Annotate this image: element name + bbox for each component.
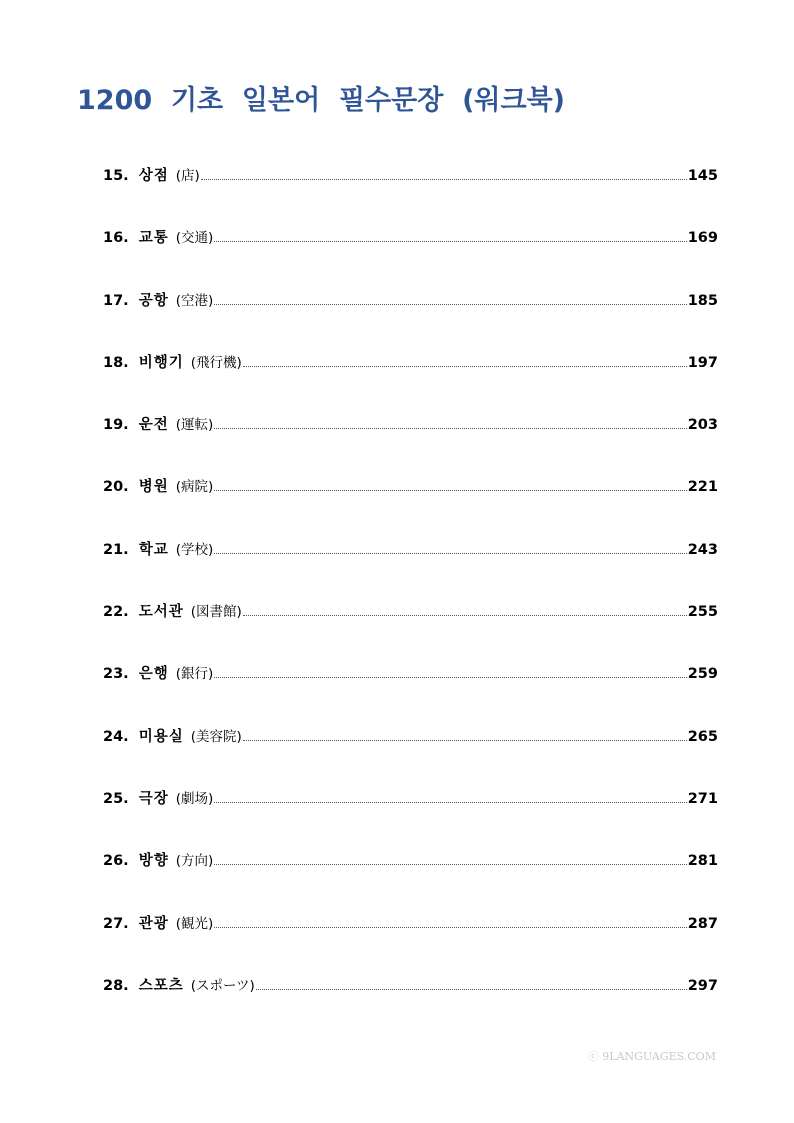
dot-leader <box>243 366 687 367</box>
toc-entry[interactable] <box>103 283 718 345</box>
toc-entry[interactable] <box>103 906 718 968</box>
toc-entry[interactable] <box>103 719 718 781</box>
toc-entry-korean: 미용실 <box>138 728 184 745</box>
dot-leader <box>214 490 686 491</box>
toc-entry-japanese: (劇场) <box>175 790 214 807</box>
toc-entry-japanese: (交通) <box>175 230 214 247</box>
toc-entry-japanese: (観光) <box>175 915 214 932</box>
page-title: 1200 기초 일본어 필수문장 (워크북) <box>77 85 566 116</box>
toc-entry-korean: 관광 <box>138 915 169 932</box>
toc-entry-korean: 공항 <box>138 292 169 309</box>
dot-leader <box>214 864 686 865</box>
toc-entry-japanese: (店) <box>175 168 200 184</box>
toc-entry-page: 197 <box>687 354 718 371</box>
toc-entry-number: 17. <box>103 292 129 309</box>
toc-entry-number: 25. <box>103 790 129 807</box>
toc-entry[interactable] <box>103 345 718 407</box>
toc-entry-page: 221 <box>687 479 718 496</box>
table-of-contents <box>103 158 718 1030</box>
dot-leader <box>214 927 686 928</box>
toc-entry[interactable] <box>103 968 718 1030</box>
toc-entry-korean: 극장 <box>138 790 169 807</box>
toc-entry-number: 22. <box>103 604 129 621</box>
dot-leader <box>214 428 686 429</box>
toc-entry-korean: 운전 <box>138 417 169 434</box>
dot-leader <box>243 740 687 741</box>
toc-entry-korean: 상점 <box>138 168 169 184</box>
toc-entry-korean: 방향 <box>138 853 169 870</box>
toc-entry[interactable] <box>103 594 718 656</box>
toc-entry-korean: 교통 <box>138 230 169 247</box>
toc-entry-page: 297 <box>687 977 718 994</box>
dot-leader <box>214 241 686 242</box>
toc-entry-number: 27. <box>103 915 129 932</box>
toc-entry-number: 26. <box>103 853 129 870</box>
toc-entry-japanese: (運転) <box>175 417 214 434</box>
toc-entry-japanese: (病院) <box>175 479 214 496</box>
toc-entry-number: 24. <box>103 728 129 745</box>
toc-entry[interactable] <box>103 781 718 843</box>
toc-entry-japanese: (飛行機) <box>190 354 242 371</box>
toc-entry-number: 28. <box>103 977 129 994</box>
dot-leader <box>256 989 687 990</box>
toc-entry[interactable] <box>103 220 718 282</box>
toc-entry-japanese: (方向) <box>175 853 214 870</box>
toc-entry-japanese: (美容院) <box>190 728 242 745</box>
toc-entry-number: 21. <box>103 541 129 558</box>
dot-leader <box>214 802 686 803</box>
toc-entry-korean: 비행기 <box>138 354 184 371</box>
toc-entry-number: 16. <box>103 230 129 247</box>
toc-entry-japanese: (スポーツ) <box>190 977 255 994</box>
toc-entry-page: 271 <box>687 790 718 807</box>
toc-entry[interactable] <box>103 158 718 220</box>
toc-entry-number: 18. <box>103 354 129 371</box>
toc-entry-page: 255 <box>687 604 718 621</box>
toc-entry-page: 203 <box>687 417 718 434</box>
toc-entry[interactable] <box>103 656 718 718</box>
toc-entry-page: 169 <box>687 230 718 247</box>
toc-entry-page: 243 <box>687 541 718 558</box>
toc-entry[interactable] <box>103 407 718 469</box>
toc-entry-number: 20. <box>103 479 129 496</box>
toc-entry-page: 265 <box>687 728 718 745</box>
toc-entry-japanese: (空港) <box>175 292 214 309</box>
dot-leader <box>214 304 686 305</box>
toc-entry[interactable] <box>103 532 718 594</box>
toc-entry[interactable] <box>103 843 718 905</box>
toc-entry-number: 19. <box>103 417 129 434</box>
toc-entry-korean: 은행 <box>138 666 169 683</box>
toc-entry-japanese: (銀行) <box>175 666 214 683</box>
toc-entry-number: 15. <box>103 168 129 184</box>
toc-entry-page: 287 <box>687 915 718 932</box>
toc-entry-page: 145 <box>687 168 718 184</box>
toc-entry-page: 185 <box>687 292 718 309</box>
copyright-footer: ⓒ 9LANGUAGES.COM <box>587 1050 716 1063</box>
dot-leader <box>201 179 687 180</box>
toc-entry-page: 281 <box>687 853 718 870</box>
toc-entry-japanese: (図書館) <box>190 604 242 621</box>
toc-entry-korean: 스포츠 <box>138 977 184 994</box>
toc-entry-korean: 도서관 <box>138 604 184 621</box>
toc-entry[interactable] <box>103 469 718 531</box>
toc-entry-korean: 병원 <box>138 479 169 496</box>
toc-entry-page: 259 <box>687 666 718 683</box>
toc-entry-korean: 학교 <box>138 541 169 558</box>
toc-entry-japanese: (学校) <box>175 541 214 558</box>
dot-leader <box>214 553 686 554</box>
toc-entry-number: 23. <box>103 666 129 683</box>
dot-leader <box>243 615 687 616</box>
dot-leader <box>214 677 686 678</box>
